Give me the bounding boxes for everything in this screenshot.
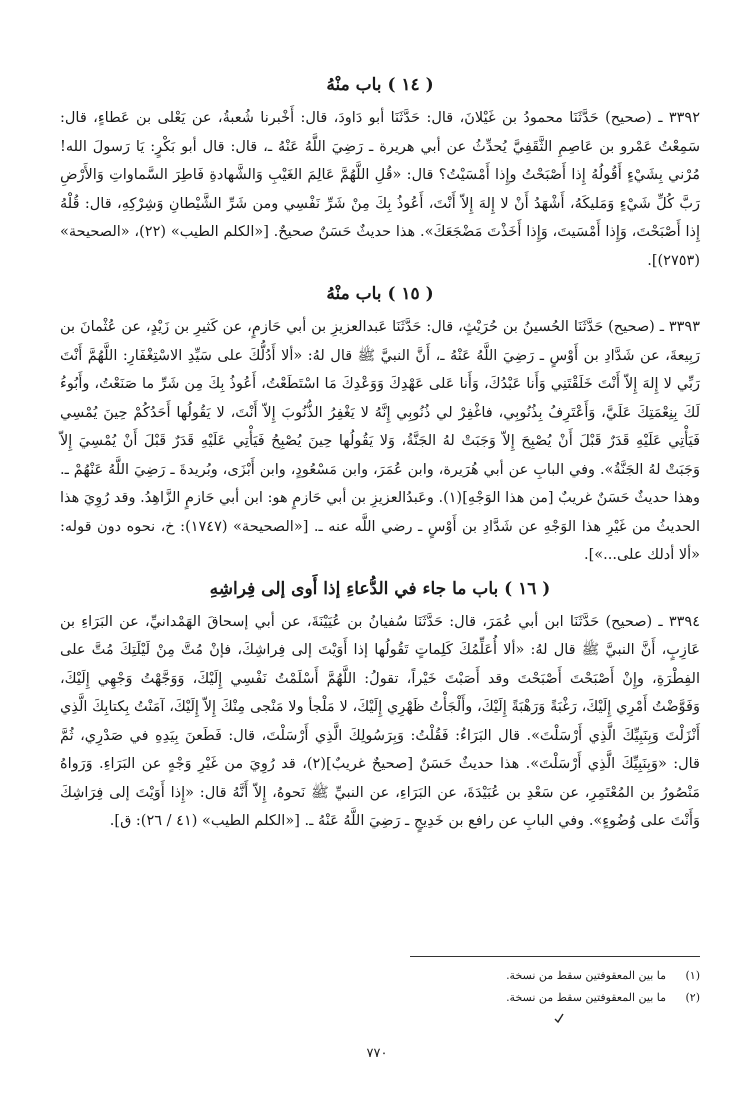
chapter-14 [60, 72, 700, 275]
chapter-title-16: ( ١٦ ) باب ما جاء في الدُّعاءِ إذا أَوى إلى فِراشِهِ [209, 578, 551, 599]
footnote-text: ما بين المعقوفتين سقط من نسخة. [506, 969, 666, 982]
chapter-title-15: ( ١٥ ) باب منْهُ [326, 284, 434, 304]
footnotes [60, 956, 700, 1009]
footnote-number: (٢) [685, 991, 700, 1004]
footnote-divider [410, 956, 700, 957]
hadith-3393: ٣٣٩٣ ـ (صحيح) حَدَّثَنَا الحُسينُ بن حُرَيْثٍ، قال: حَدَّثَنَا عَبدالعزيزِ بن أبي حَازمٍ، عن كَثيرِ بن زَيْدٍ، عن عُثْمانَ بن رَبِيعةَ، عن شَدَّادِ بن أَوْسٍ ـ رَضِيَ اللَّهُ عَنْهُ ـ، أَنَّ النبيَّ ﷺ قال لهُ: «ألا أَدُلُّكَ على سَيِّدِ الاسْتِغْفَارِ: اللَّهُمَّ أَنْتَ رَبِّي لا إِلهَ إِلاّ أَنْتَ خَلَقْتَنِي وَأَنا عَبْدُكَ، وَأَنا عَلى عَهْدِكَ وَوَعْدِكَ مَا اسْتَطَعْتُ، أَعُوذُ بِكَ مِن شَرِّ ما صَنَعْتُ، وأَبُوءُ لَكَ بِنِعْمَتِكَ عَلَيَّ، وَأَعْتَرِفُ بِذُنُوبِي، فاغْفِرْ لي ذُنُوبِي إِنَّهُ لا يَغْفِرُ الذُّنُوبَ إِلاّ أَنْتَ، لا يَقُولُها أَحَدُكُمْ حِينَ يُمْسِي فَيَأْتِي عَلَيْهِ قَدَرٌ قَبْلَ أَنْ يُصْبِحَ إِلاّ وَجَبَتْ لهُ الجَنَّةُ، وَلا يَقُولُها حِينَ يُصْبِحُ فَيَأْتِي عَلَيْهِ قَدَرٌ قَبْلَ أَنْ يُمْسِيَ إِلاّ وَجَبَتْ لهُ الجَنَّةُ». وفي البابِ عن أبي هُرَيرة، وابن عُمَرَ، وابن مَسْعُودٍ، وابن أَبْزَى، وبُريدةَ ـ رَضِيَ اللَّهُ عَنْهُمْ ـ. وهذا حديثٌ حَسَنٌ غريبٌ [من هذا الوَجْهِ](١). وعَبدُالعزيزِ بن أبي حَازمٍ هو: ابن أبي حَازمٍ الزَّاهِدُ. وقد رُوِيَ هذا الحديثُ من غَيْرِ هذا الوَجْهِ عن شَدَّادِ بن أَوْسٍ ـ رضي اللَّه عنه ـ. [«الصحيحة» (١٧٤٧): خ، نحوه دون قوله: «ألا أدلك على...»]. [60, 319, 701, 563]
chapter-15 [60, 281, 700, 570]
footnote-number: (١) [685, 969, 700, 982]
hadith-3392: ٣٣٩٢ ـ (صحيح) حَدَّثَنَا محمودُ بن غَيْلانَ، قال: حَدَّثَنَا أبو دَاودَ، قال: أَخْبرنا شُعبةُ، عن يَعْلى بن عَطاءٍ، قال: سَمِعْتُ عَمْرو بن عَاصِمِ الثَّقَفِيَّ يُحدِّثُ عن أبي هريرة ـ رَضِيَ اللَّهُ عَنْهُ ـ، قال: قال أبو بَكْرٍ: يَا رَسولَ الله! مُرْني بِشَيْءٍ أَقُولُهُ إِذا أَصْبَحْتُ وإِذا أَمْسَيْتُ؟ قال: «قُلِ اللَّهُمَّ عَالِمَ الغَيْبِ وَالشَّهادةِ فَاطِرَ السَّماواتِ وَالأَرْضِ رَبَّ كُلِّ شَيْءٍ وَمَليكَهُ، أَشْهَدُ أَنْ لا إِلهَ إِلاّ أَنْتَ، أَعُوذُ بِكَ مِنْ شَرِّ نَفْسِي ومن شَرِّ الشَّيْطانِ وَشِرْكِهِ، قال: قُلْهُ إِذا أَصْبَحْتَ، وَإِذا أَمْسَيتَ، وَإِذا أَخَذْتَ مَضْجَعَكَ». هذا حديثٌ حَسَنٌ صحيحٌ. [«الكلم الطيب» (٢٢)، «الصحيحة» (٢٧٥٣)]. [60, 110, 700, 269]
footnote-text: ما بين المعقوفتين سقط من نسخة. [506, 991, 666, 1004]
footnote-1 [60, 965, 700, 987]
footnote-2 [60, 987, 700, 1009]
hadith-3394: ٣٣٩٤ ـ (صحيح) حَدَّثَنَا ابن أبي عُمَرَ، قال: حَدَّثَنَا سُفيانُ بن عُيَيْنَةَ، عن أبي إسحاقَ الهَمْدانيِّ، عن البَرَاءِ بن عَازِبٍ، أَنَّ النبيَّ ﷺ قال لهُ: «ألا أُعَلِّمُكَ كَلِماتٍ تَقُولُها إذا أَوَيْتَ إلى فِراشِكَ، فإنْ مُتَّ مِنْ لَيْلَتِكَ مُتَّ على الفِطْرَةِ، وإِنْ أَصْبَحْتَ أَصْبَحْتَ وقد أَصَبْتَ خَيْراً، تقولُ: اللَّهُمَّ أَسْلَمْتُ نَفْسِي إِلَيْكَ، وَوَجَّهْتُ وَجْهِي إِلَيْكَ، وَفَوَّضْتُ أَمْرِي إِلَيْكَ، رَغْبَةً وَرَهْبَةً إِلَيْكَ، وأَلْجَأْتُ ظَهْرِي إِلَيْكَ، لا مَلْجأ ولا مَنْجى مِنْكَ إِلاّ إِلَيْكَ، آمَنْتُ بِكتابِكَ الَّذِي أَنْزَلْتَ وَبِنَبِيِّكَ الَّذِي أَرْسَلْتَ». قال البَرَاءُ: فَقُلْتُ: وَبِرَسُولِكَ الَّذِي أَرْسَلْتَ، قال: فَطَعنَ بِيَدِهِ في صَدْرِي، ثُمَّ قال: «وَبِنَبِيِّكَ الَّذِي أَرْسَلْتَ». هذا حديثٌ حَسَنٌ [صحيحٌ غريبٌ](٢)، قد رُوِيَ من غَيْرِ وَجْهٍ عن البَرَاءِ. وَرَواهُ مَنْصُورُ بن المُعْتَمِرِ، عن سَعْدِ بن عُبَيْدَةَ، عن البَرَاءِ، عن النبيِّ ﷺ نَحوهُ، إِلاّ أَنَّهُ قال: «إِذا أَوَيْتَ إلى فِرَاشِكَ وَأَنْتَ على وُضُوءٍ». وفي البابِ عن رافع بن خَدِيجٍ ـ رَضِيَ اللَّهُ عَنْهُ ـ. [«الكلم الطيب» (٤١ / ٢٦): ق]. [60, 613, 700, 829]
page-body [60, 72, 700, 842]
chapter-16 [60, 576, 700, 836]
page-number: ٧٧٠ [366, 1046, 388, 1061]
pen-mark-icon [553, 1012, 565, 1024]
chapter-title-14: ( ١٤ ) باب منْهُ [326, 75, 434, 95]
